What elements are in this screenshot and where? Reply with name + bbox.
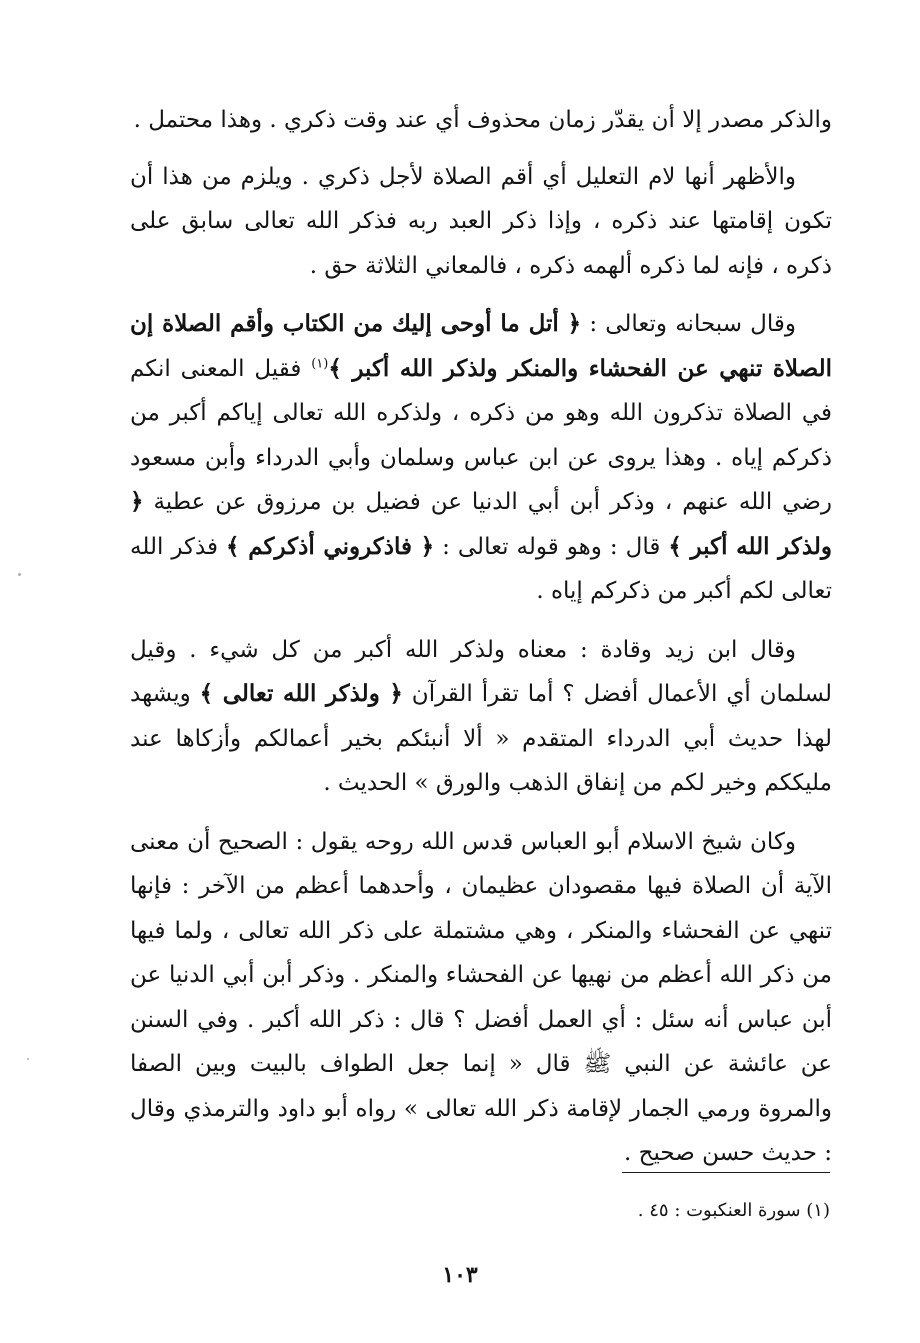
text-run: وقال سبحانه وتعالى : — [581, 311, 796, 337]
quran-quote: ﴿ ولذكر الله تعالى ﴾ — [199, 680, 403, 707]
footnote-marker: (١) — [311, 355, 329, 371]
footnote-divider — [622, 1172, 830, 1173]
page-number: ١٠٣ — [442, 1262, 478, 1288]
text-run: والذكر مصدر إلا أن يقدّر زمان محذوف أي عند وقت ذكري . وهذا محتمل . — [133, 107, 832, 133]
paragraph-1 — [130, 98, 832, 143]
text-run: وقال ابن زيد وقادة : معناه ولذكر الله أكبر من كل شيء . وقيل لسلمان أي الأعمال أفضل ؟ أما تقرأ القرآن — [130, 636, 832, 707]
quran-quote: ﴿ فاذكروني أذكركم ﴾ — [226, 532, 435, 560]
paragraph-4 — [130, 628, 832, 806]
text-run: فذكر الله تعالى لكم أكبر من ذكركم إياه . — [130, 533, 832, 604]
paragraph-3 — [130, 302, 832, 614]
scan-speck — [27, 1058, 29, 1060]
footnote: (١) سورة العنكبوت : ٤٥ . — [637, 1200, 830, 1221]
text-run: فقيل المعنى انكم في الصلاة تذكرون الله وهو من ذكره ، ولذكره الله تعالى إياكم أكبر من ذكركم إياه . وهذا يروى عن ابن عباس وسلمان وأبي الدرداء وأبن مسعود رضي الله عنهم ، وذكر أبن أبي الدنيا عن فضيل بن مرزوق عن عطية — [130, 355, 832, 515]
quran-quote: ﴿ أتل ما أوحى إليك من الكتاب وأقم الصلاة إن الصلاة تنهي عن الفحشاء والمنكر ولذكر الله أكبر ﴾ — [130, 310, 832, 382]
scan-speck — [18, 573, 21, 576]
paragraph-2 — [130, 155, 832, 289]
text-run: ويشهد لهذا حديث أبي الدرداء المتقدم « ألا أنبئكم بخير أعمالكم وأزكاها عند مليككم وخير لكم من إنفاق الذهب والورق » الحديث . — [130, 681, 832, 796]
text-run: قال : وهو قوله تعالى : — [434, 533, 669, 560]
paragraph-5 — [130, 820, 832, 1176]
quran-quote: ﴿ ولذكر الله أكبر ﴾ — [130, 488, 833, 560]
text-run: والأظهر أنها لام التعليل أي أقم الصلاة لأجل ذكري . ويلزم من هذا أن تكون إقامتها عند ذكره ، وإذا ذكر العبد ربه فذكر الله تعالى سابق على ذكره ، فإنه لما ذكره ألهمه ذكره ، فالمعاني الثلاثة حق . — [130, 163, 832, 279]
text-run: وكان شيخ الاسلام أبو العباس قدس الله روحه يقول : الصحيح أن معنى الآية أن الصلاة فيها مقصودان عظيمان ، وأحدهما أعظم من الآخر : فإنها تنهي عن الفحشاء والمنكر ، وهي مشتملة على ذكر الله تعالى ، ولما فيها من ذكر الله أعظم من نهيها عن الفحشاء والمنكر . وذكر أبن أبي الدنيا عن أبن عباس أنه سئل : أي العمل أفضل ؟ قال : ذكر الله أكبر . وفي السنن عن عائشة عن النبي ﷺ قال « إنما جعل الطواف بالبيت وبين الصفا والمروة ورمي الجمار لإقامة ذكر الله تعالى » رواه أبو داود والترمذي وقال : حديث حسن صحيح . — [130, 828, 832, 1166]
page-body — [130, 98, 832, 1190]
